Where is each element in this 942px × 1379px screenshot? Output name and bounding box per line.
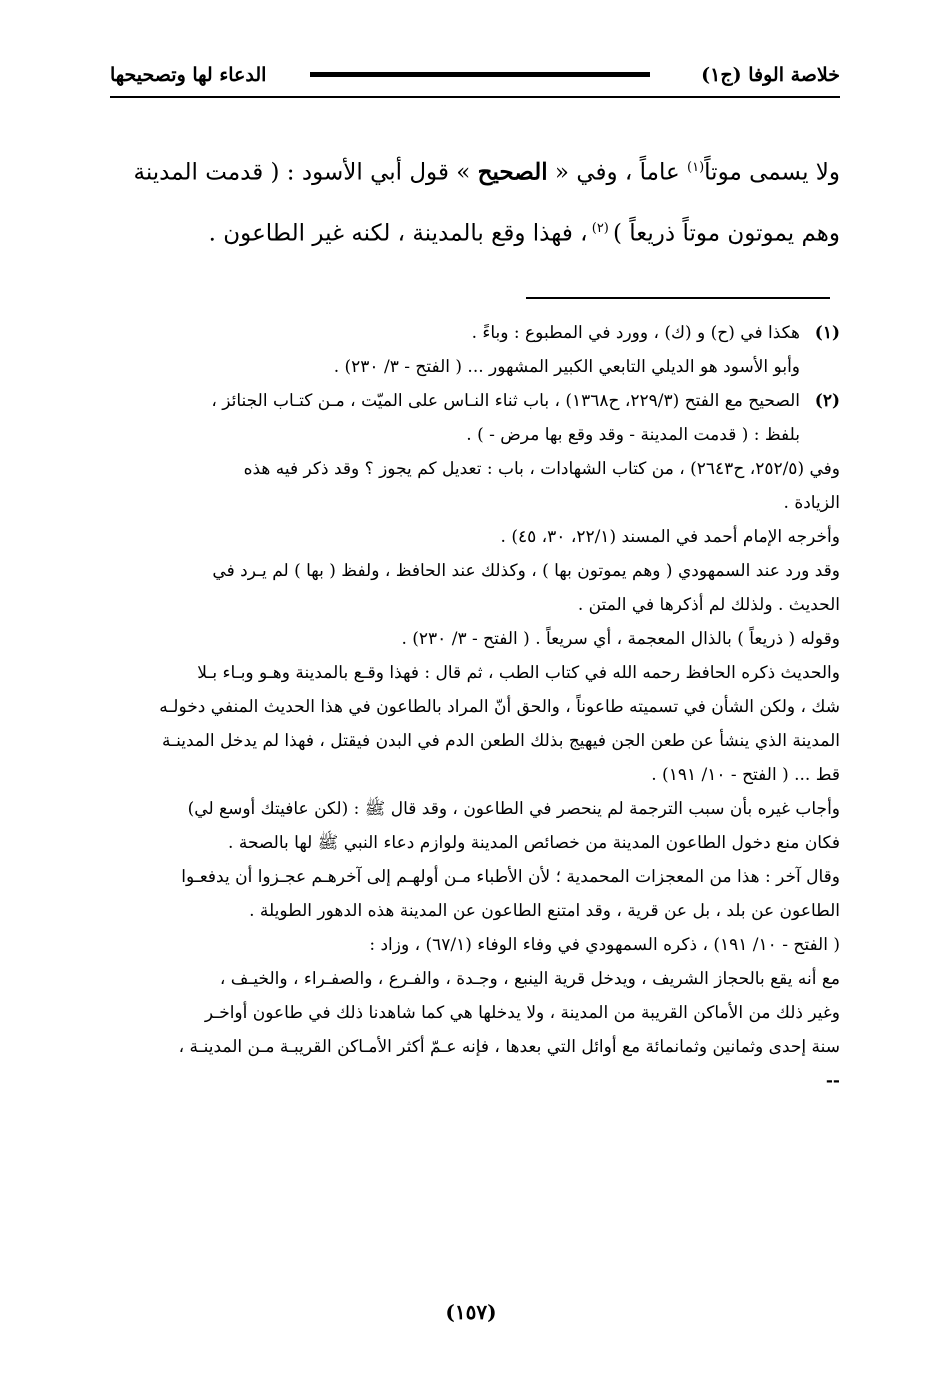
- footnote-text: الصحيح مع الفتح (٢٢٩/٣، ح١٣٦٨) ، باب ثناء النـاس على الميّت ، مـن كتـاب الجنائز ،: [211, 391, 800, 411]
- book-title: خلاصة الوفا (ج١): [701, 64, 840, 86]
- footnote-2-line: الحديث . ولذلك لم أذكرها في المتن .: [577, 595, 840, 615]
- main-text-run: وهم يموتون موتاً ذريعاً ): [613, 220, 840, 247]
- footnote-2-line: فكان منع دخول الطاعون المدينة من خصائص المدينة ولوازم دعاء النبي ﷺ لها بالصحة .: [228, 833, 840, 853]
- header-underline: [110, 96, 840, 98]
- footnote-2-line: الزيادة .: [783, 493, 840, 513]
- main-text-run: » قول أبي الأسود : ( قدمت المدينة: [133, 159, 478, 186]
- page-number: (١٥٧): [445, 1300, 497, 1324]
- footnote-2-line: وقال آخر : هذا من المعجزات المحمدية ؛ لأن الأطباء مـن أولهـم إلى آخرهـم عجـزوا أن يدفعـوا: [181, 867, 840, 887]
- footnote-2-line: والحديث ذكره الحافظ رحمه الله في كتاب الطب ، ثم قال : فهذا وقـع بالمدينة وهـو وبـاء بـلا: [197, 663, 840, 683]
- footnote-2-line: وأجاب غيره بأن سبب الترجمة لم ينحصر في الطاعون ، وقد قال ﷺ : (لكن عافيتك أوسع لي): [187, 799, 840, 819]
- footnote-separator: [526, 297, 830, 299]
- footnote-1-line: وأبو الأسود هو الديلي التابعي الكبير المشهور ... ( الفتح - ٣/ ٢٣٠) .: [333, 357, 800, 377]
- footnote-2-line: قط ... ( الفتح - ١٠/ ١٩١) .: [651, 765, 840, 785]
- main-line-1: [110, 140, 840, 201]
- footnote-ref-2[interactable]: (٢): [587, 220, 614, 236]
- sahih-title: الصحيح: [477, 158, 548, 186]
- footnote-2-number: (٢): [814, 391, 840, 411]
- header-rule: [310, 72, 650, 77]
- footnote-2-line: وأخرجه الإمام أحمد في المسند (٢٢/١، ٣٠، ٤٥) .: [500, 527, 840, 547]
- running-header: [110, 58, 840, 102]
- footnote-2-line: مع أنه يقع بالحجاز الشريف ، ويدخل قرية الينبع ، وجـدة ، والفـرع ، والصفـراء ، والخيـف ،: [219, 969, 840, 989]
- main-text-run: ، فهذا وقع بالمدينة ، لكنه غير الطاعون .: [208, 220, 588, 247]
- main-text: [110, 140, 840, 261]
- footnote-ref-1[interactable]: (١): [687, 160, 705, 175]
- footnote-2-line: شك ، ولكن الشأن في تسميته طاعوناً ، والحق أنّ المراد بالطاعون في هذا الحديث المنفي دخولـه: [159, 697, 840, 717]
- footnote-2-line: وقد ورد عند السمهودي ( وهم يموتون بها ) ، وكذلك عند الحافظ ، ولفظ ( بها ) لم يـرد في: [212, 561, 840, 581]
- main-text-run: ولا يسمى موتاً: [704, 159, 840, 186]
- main-text-run: عاماً ، وفي «: [547, 159, 688, 186]
- chapter-title: الدعاء لها وتصحيحها: [110, 64, 267, 86]
- footnote-2-line: ( الفتح - ١٠/ ١٩١) ، ذكره السمهودي في وفاء الوفاء (٦٧/١) ، وزاد :: [369, 935, 840, 955]
- footnote-1-number: (١): [814, 323, 840, 343]
- footnote-1-line: [116, 316, 840, 350]
- footnote-2-line: بلفظ : ( قدمت المدينة - وقد وقع بها مرض - ) .: [466, 425, 800, 445]
- footnote-2-line: سنة إحدى وثمانين وثمانمائة مع أوائل التي بعدها ، فإنه عـمّ أكثر الأمـاكن القريبـة مـن المدينـة ،: [178, 1037, 840, 1057]
- footnote-2-line: المدينة الذي ينشأ عن طعن الجن فيهيج بذلك الطعن الدم في البدن فيقتل ، فهذا لم يدخل المدينـة: [162, 731, 840, 751]
- continuation-mark: --: [825, 1071, 840, 1091]
- footnote-2-line: الطاعون عن بلد ، بل عن قرية ، وقد امتنع الطاعون عن المدينة هذه الدهور الطويلة .: [249, 901, 840, 921]
- main-line-2: [110, 201, 840, 262]
- footnote-2-line: وقوله ( ذريعاً ) بالذال المعجمة ، أي سريعاً . ( الفتح - ٣/ ٢٣٠) .: [401, 629, 840, 649]
- footnotes: [116, 316, 840, 1098]
- footnote-2-line: وفي (٢٥٢/٥، ح٢٦٤٣) ، من كتاب الشهادات ، باب : تعديل كم يجوز ؟ وقد ذكر فيه هذه: [243, 459, 840, 479]
- footnote-text: هكذا في (ح) و (ك) ، وورد في المطبوع : وباءً .: [471, 323, 800, 343]
- footnote-2-line: وغير ذلك من الأماكن القريبة من المدينة ، ولا يدخلها هي كما شاهدنا ذلك في طاعون أواخـر: [204, 1003, 840, 1023]
- footnote-2-line: [116, 384, 840, 418]
